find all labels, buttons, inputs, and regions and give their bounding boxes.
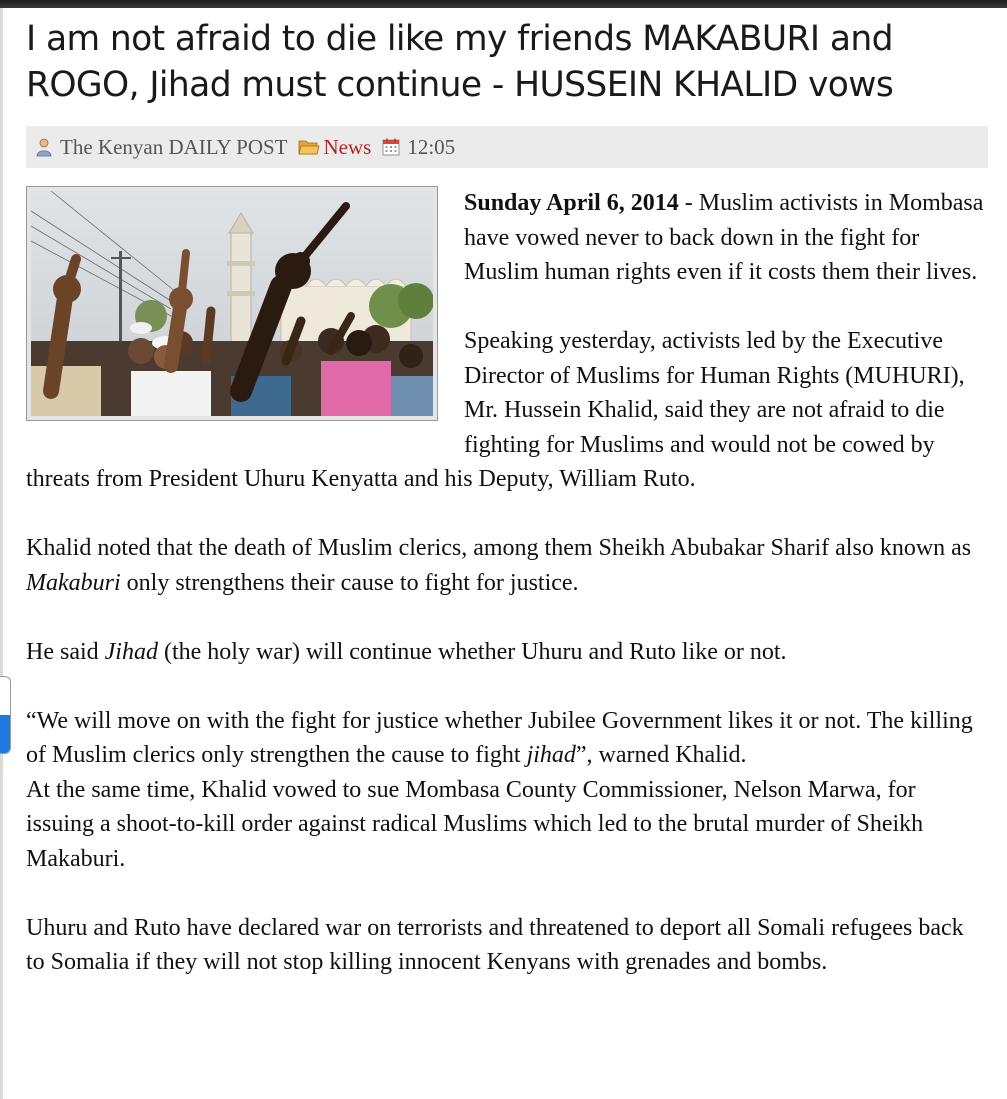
paragraph-5: [26, 704, 988, 773]
paragraph-7: Uhuru and Ruto have declared war on terrorists and threatened to deport all Somali refugees back to Somalia if they will not stop killing innocent Kenyans with grenades and bombs.: [26, 914, 964, 975]
article-container: [26, 16, 988, 980]
paragraph-6: At the same time, Khalid vowed to sue Mombasa County Commissioner, Nelson Marwa, for issuing a shoot-to-kill order against radical Muslims which led to the brutal murder of Sheikh Makaburi.: [26, 776, 924, 872]
protest-photo-illustration: [31, 191, 433, 416]
side-scroll-handle[interactable]: [0, 676, 11, 754]
paragraph-3-part-b: only strengthens their cause to fight for justice.: [120, 569, 579, 596]
paragraph-5-italic: jihad: [526, 742, 576, 768]
paragraph-1-text: - Muslim activists in Mombasa have vowed never to back down in the fight for Muslim human rights even if it costs them their lives.: [464, 190, 984, 285]
paragraph-4-part-a: He said: [26, 638, 105, 665]
meta-category[interactable]: [298, 135, 372, 160]
scroll-handle-fill: [0, 715, 10, 753]
article-body: [26, 186, 988, 980]
author-label: The Kenyan DAILY POST: [60, 134, 288, 159]
article-photo[interactable]: [26, 186, 438, 421]
category-link[interactable]: News: [323, 134, 372, 159]
article-meta-bar: [26, 126, 988, 168]
meta-author[interactable]: [34, 135, 288, 160]
paragraph-2: Speaking yesterday, activists led by the Executive Director of Muslims for Human Rights (MUHURI), Mr. Hussein Khalid, said they are not afraid to die fighting for Muslims and would not be cowed by threats from President Uhuru Kenyatta and his Deputy, William Ruto.: [26, 328, 965, 492]
paragraph-3: [26, 531, 988, 600]
paragraph-4-part-b: (the holy war) will continue whether Uhuru and Ruto like or not.: [157, 638, 787, 665]
paragraph-5-part-b: ”, warned Khalid.: [575, 742, 747, 768]
folder-icon: [298, 137, 318, 157]
article-dateline: Sunday April 6, 2014: [464, 190, 679, 216]
paragraph-3-part-a: Khalid noted that the death of Muslim clerics, among them Sheikh Abubakar Sharif also known as: [26, 535, 972, 561]
paragraph-4-italic: Jihad: [104, 638, 158, 665]
window-top-border: [0, 0, 1007, 8]
paragraph-5-part-a: “We will move on with the fight for justice whether Jubilee Government likes it or not. The killing of Muslim clerics only strengthen the cause to fight: [26, 707, 973, 768]
meta-time: [381, 135, 455, 160]
article-title: I am not afraid to die like my friends MAKABURI and ROGO, Jihad must continue - HUSSEIN KHALID vows: [26, 19, 894, 105]
calendar-icon: [381, 137, 401, 157]
user-icon: [34, 137, 54, 157]
time-label: 12:05: [407, 134, 456, 159]
paragraph-3-italic: Makaburi: [26, 569, 121, 596]
paragraph-4: [26, 635, 988, 670]
left-page-rule: [0, 8, 3, 1099]
